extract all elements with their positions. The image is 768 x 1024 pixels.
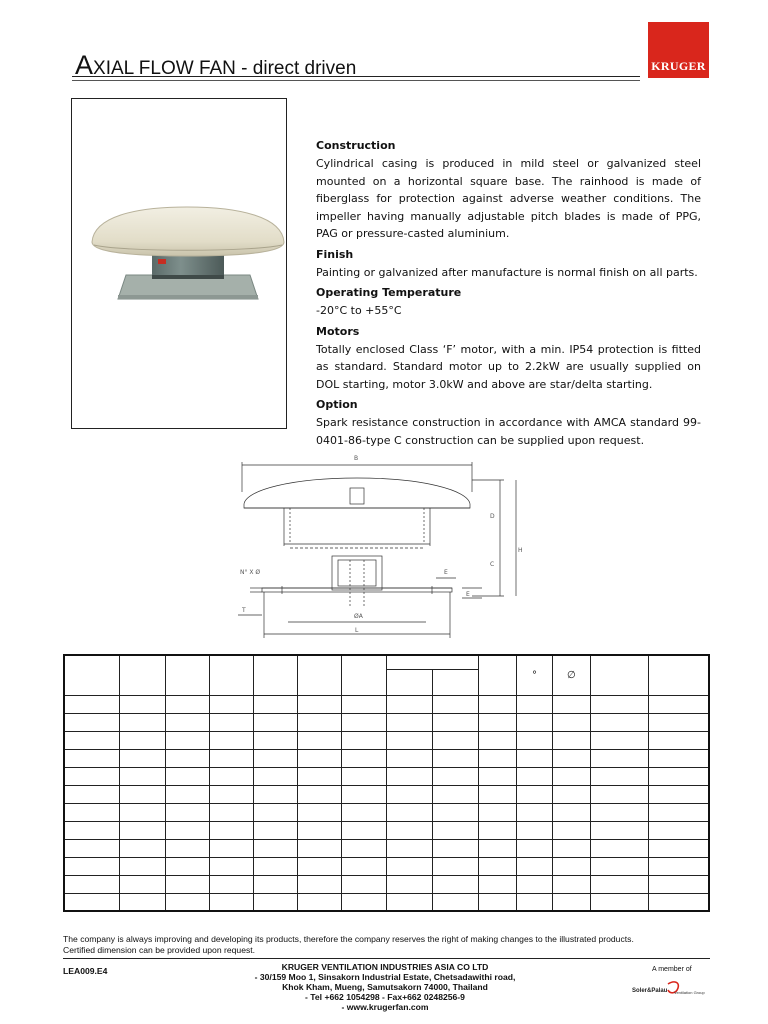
disclaimer — [63, 934, 634, 955]
dimension-table — [63, 654, 710, 912]
dim-c-label: C — [490, 561, 495, 568]
dim-l-label: L — [355, 627, 359, 634]
option-text: Spark resistance construction in accordance with AMCA standard 99-0401-86-type C construction can be supplied upon request. — [316, 416, 701, 447]
table-header-row-1 — [64, 655, 709, 669]
kruger-logo — [648, 22, 709, 78]
table-row — [64, 857, 709, 875]
motors-text: Totally enclosed Class ‘F’ motor, with a min. IP54 protection is fitted as standard. Standard motor up to 2.2kW are usually supplied on DOL starting, motor 3.0kW and above are star/delta starting. — [316, 342, 701, 391]
product-photo-frame — [71, 98, 287, 429]
logo-text: KRUGER — [651, 59, 706, 73]
member-of-label: A member of — [652, 966, 692, 973]
table-row — [64, 803, 709, 821]
temperature-text: -20°C to +55°C — [316, 304, 402, 317]
title-initial: A — [75, 50, 94, 80]
document-code: LEA009.E4 — [63, 966, 108, 976]
table-row — [64, 767, 709, 785]
address-line-1: - 30/159 Moo 1, Sinsakorn Industrial Estate, Chetsadawithi road, — [254, 972, 516, 982]
diameter-symbol: ∅ — [552, 655, 590, 695]
title-rule-top — [72, 76, 640, 77]
soler-palau-logo — [630, 978, 712, 1000]
disclaimer-line-2: Certified dimension can be provided upon request. — [63, 944, 256, 955]
dimension-drawing — [232, 448, 542, 644]
table-row — [64, 893, 709, 911]
table-row — [64, 713, 709, 731]
dim-b-label: B — [354, 455, 359, 462]
dim-e-side-label: E — [466, 591, 470, 598]
option-heading: Option — [316, 398, 358, 411]
table-row — [64, 821, 709, 839]
footer-rule — [63, 958, 710, 959]
website: - www.krugerfan.com — [341, 1002, 429, 1012]
dim-holes-label: N° X Ø — [240, 569, 261, 576]
dim-d-label: D — [490, 513, 495, 520]
construction-text: Cylindrical casing is produced in mild steel or galvanized steel mounted on a horizontal square base. The rainhood is made of fiberglass for protection against adverse weather conditions. The impeller having manually adjustable pitch blades is made of PPG, PAG or pressure-casted aluminium. — [316, 157, 701, 240]
company-name: KRUGER VENTILATION INDUSTRIES ASIA CO LTD — [281, 962, 489, 972]
table-row — [64, 839, 709, 857]
title-text: XIAL FLOW FAN - direct driven — [93, 58, 357, 79]
company-address — [200, 962, 570, 1012]
table-row — [64, 875, 709, 893]
phone-fax: - Tel +662 1054298 - Fax+662 0248256-9 — [305, 992, 465, 1002]
roof-fan-image — [72, 99, 288, 430]
table-row — [64, 695, 709, 713]
title-rule-bottom — [72, 80, 640, 81]
disclaimer-line-1: The company is always improving and developing its products, therefore the company reserves the right of making changes to the illustrated products. — [63, 934, 634, 944]
dim-e-label: E — [444, 569, 448, 576]
address-line-2: Khok Kham, Mueng, Samutsakorn 74000, Thailand — [282, 982, 488, 992]
finish-heading: Finish — [316, 247, 354, 261]
table-row — [64, 731, 709, 749]
dim-phia-label: ØA — [354, 613, 363, 620]
degree-symbol: ° — [517, 655, 553, 695]
table-row — [64, 785, 709, 803]
table-row — [64, 749, 709, 767]
dim-h-label: H — [518, 547, 523, 554]
motors-heading: Motors — [316, 324, 360, 338]
temperature-heading: Operating Temperature — [316, 286, 462, 299]
dim-t-label: T — [242, 607, 246, 614]
group-suffix-text: Ventilation Group — [674, 990, 705, 995]
finish-text: Painting or galvanized after manufacture is normal finish on all parts. — [316, 265, 698, 279]
construction-heading: Construction — [316, 139, 396, 152]
specification-text — [316, 137, 701, 450]
group-brand-text: Soler&Palau — [632, 988, 668, 994]
